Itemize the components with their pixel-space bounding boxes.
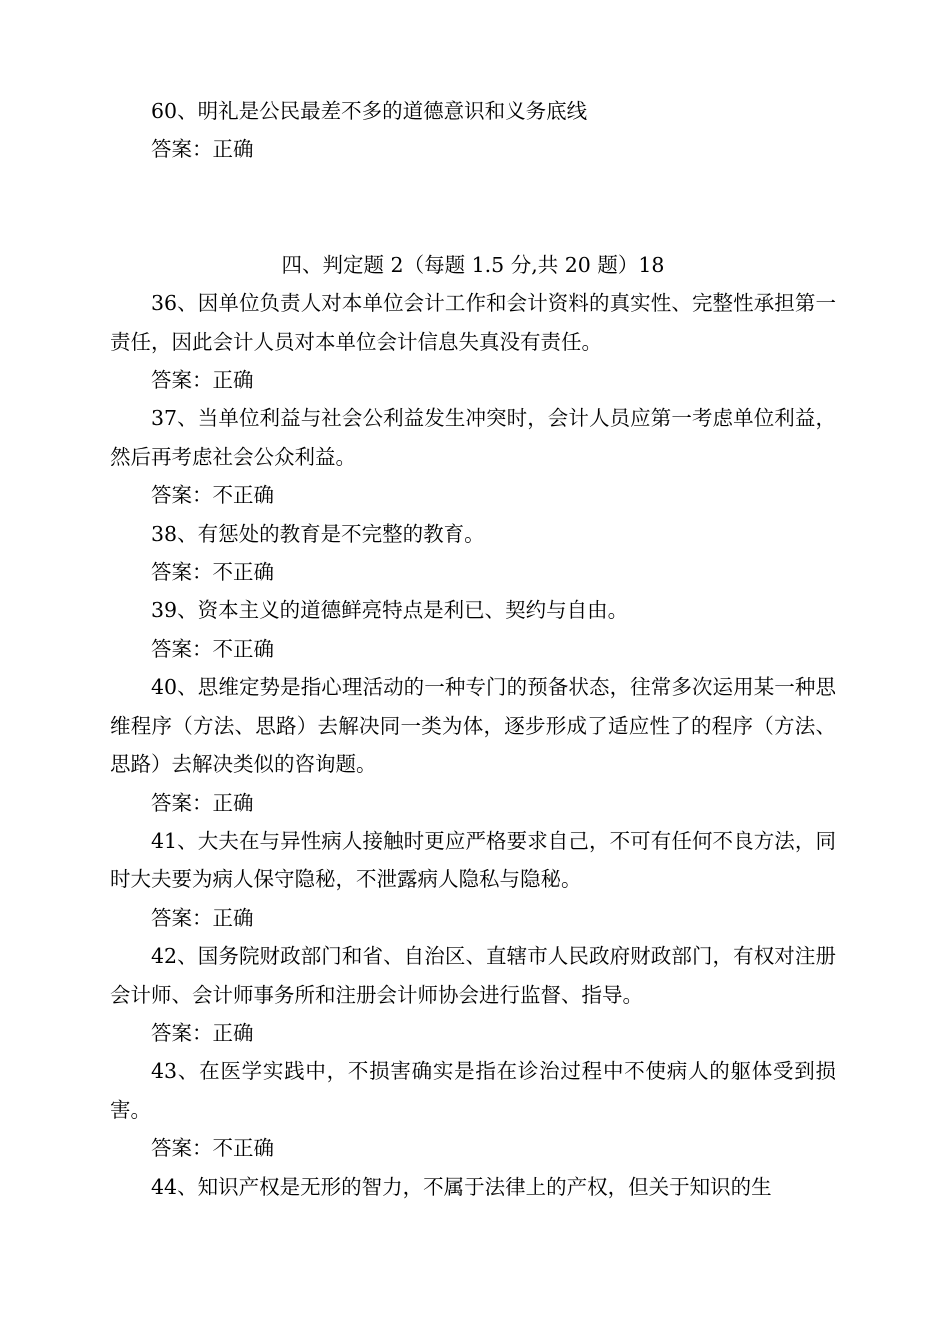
question-42: 42、国务院财政部门和省、自治区、直辖市人民政府财政部门，有权对注册会计师、会计师事务所和注册会计师协会进行监督、指导。 (110, 944, 836, 1007)
answer-39: 答案：不正确 (151, 636, 274, 661)
question-43: 43、在医学实践中，不损害确实是指在诊治过程中不使病人的躯体受到损害。 (110, 1059, 836, 1122)
question-40: 40、思维定势是指心理活动的一种专门的预备状态，往常多次运用某一种思维程序（方法、思路）去解决同一类为体，逐步形成了适应性了的程序（方法、思路）去解决类似的咨询题。 (110, 675, 836, 777)
question-36: 36、因单位负责人对本单位会计工作和会计资料的真实性、完整性承担第一责任，因此会计人员对本单位会计信息失真没有责任。 (110, 291, 836, 354)
question-44: 44、知识产权是无形的智力，不属于法律上的产权，但关于知识的生 (151, 1174, 772, 1199)
section-heading: 四、判定题 2（每题 1.5 分,共 20 题）18 (281, 252, 665, 277)
answer-41: 答案：正确 (151, 905, 254, 930)
answer-43: 答案：不正确 (151, 1136, 274, 1161)
question-39: 39、资本主义的道德鲜亮特点是利已、契约与自由。 (151, 598, 629, 623)
answer-60: 答案：正确 (151, 137, 254, 162)
document-page (110, 92, 836, 1206)
answer-36: 答案：正确 (151, 368, 254, 393)
section-gap (110, 169, 836, 246)
answer-38: 答案：不正确 (151, 560, 274, 585)
question-60: 60、明礼是公民最差不多的道德意识和义务底线 (151, 99, 588, 123)
question-41: 41、大夫在与异性病人接触时更应严格要求自己，不可有任何不良方法，同时大夫要为病人保守隐秘，不泄露病人隐私与隐秘。 (110, 828, 836, 892)
question-37: 37、当单位利益与社会公利益发生冲突时，会计人员应第一考虑单位利益，然后再考虑社会公众利益。 (110, 406, 836, 469)
answer-42: 答案：正确 (151, 1020, 254, 1045)
answer-40: 答案：正确 (151, 790, 254, 815)
answer-37: 答案：不正确 (151, 483, 274, 508)
question-38: 38、有惩处的教育是不完整的教育。 (151, 521, 485, 546)
